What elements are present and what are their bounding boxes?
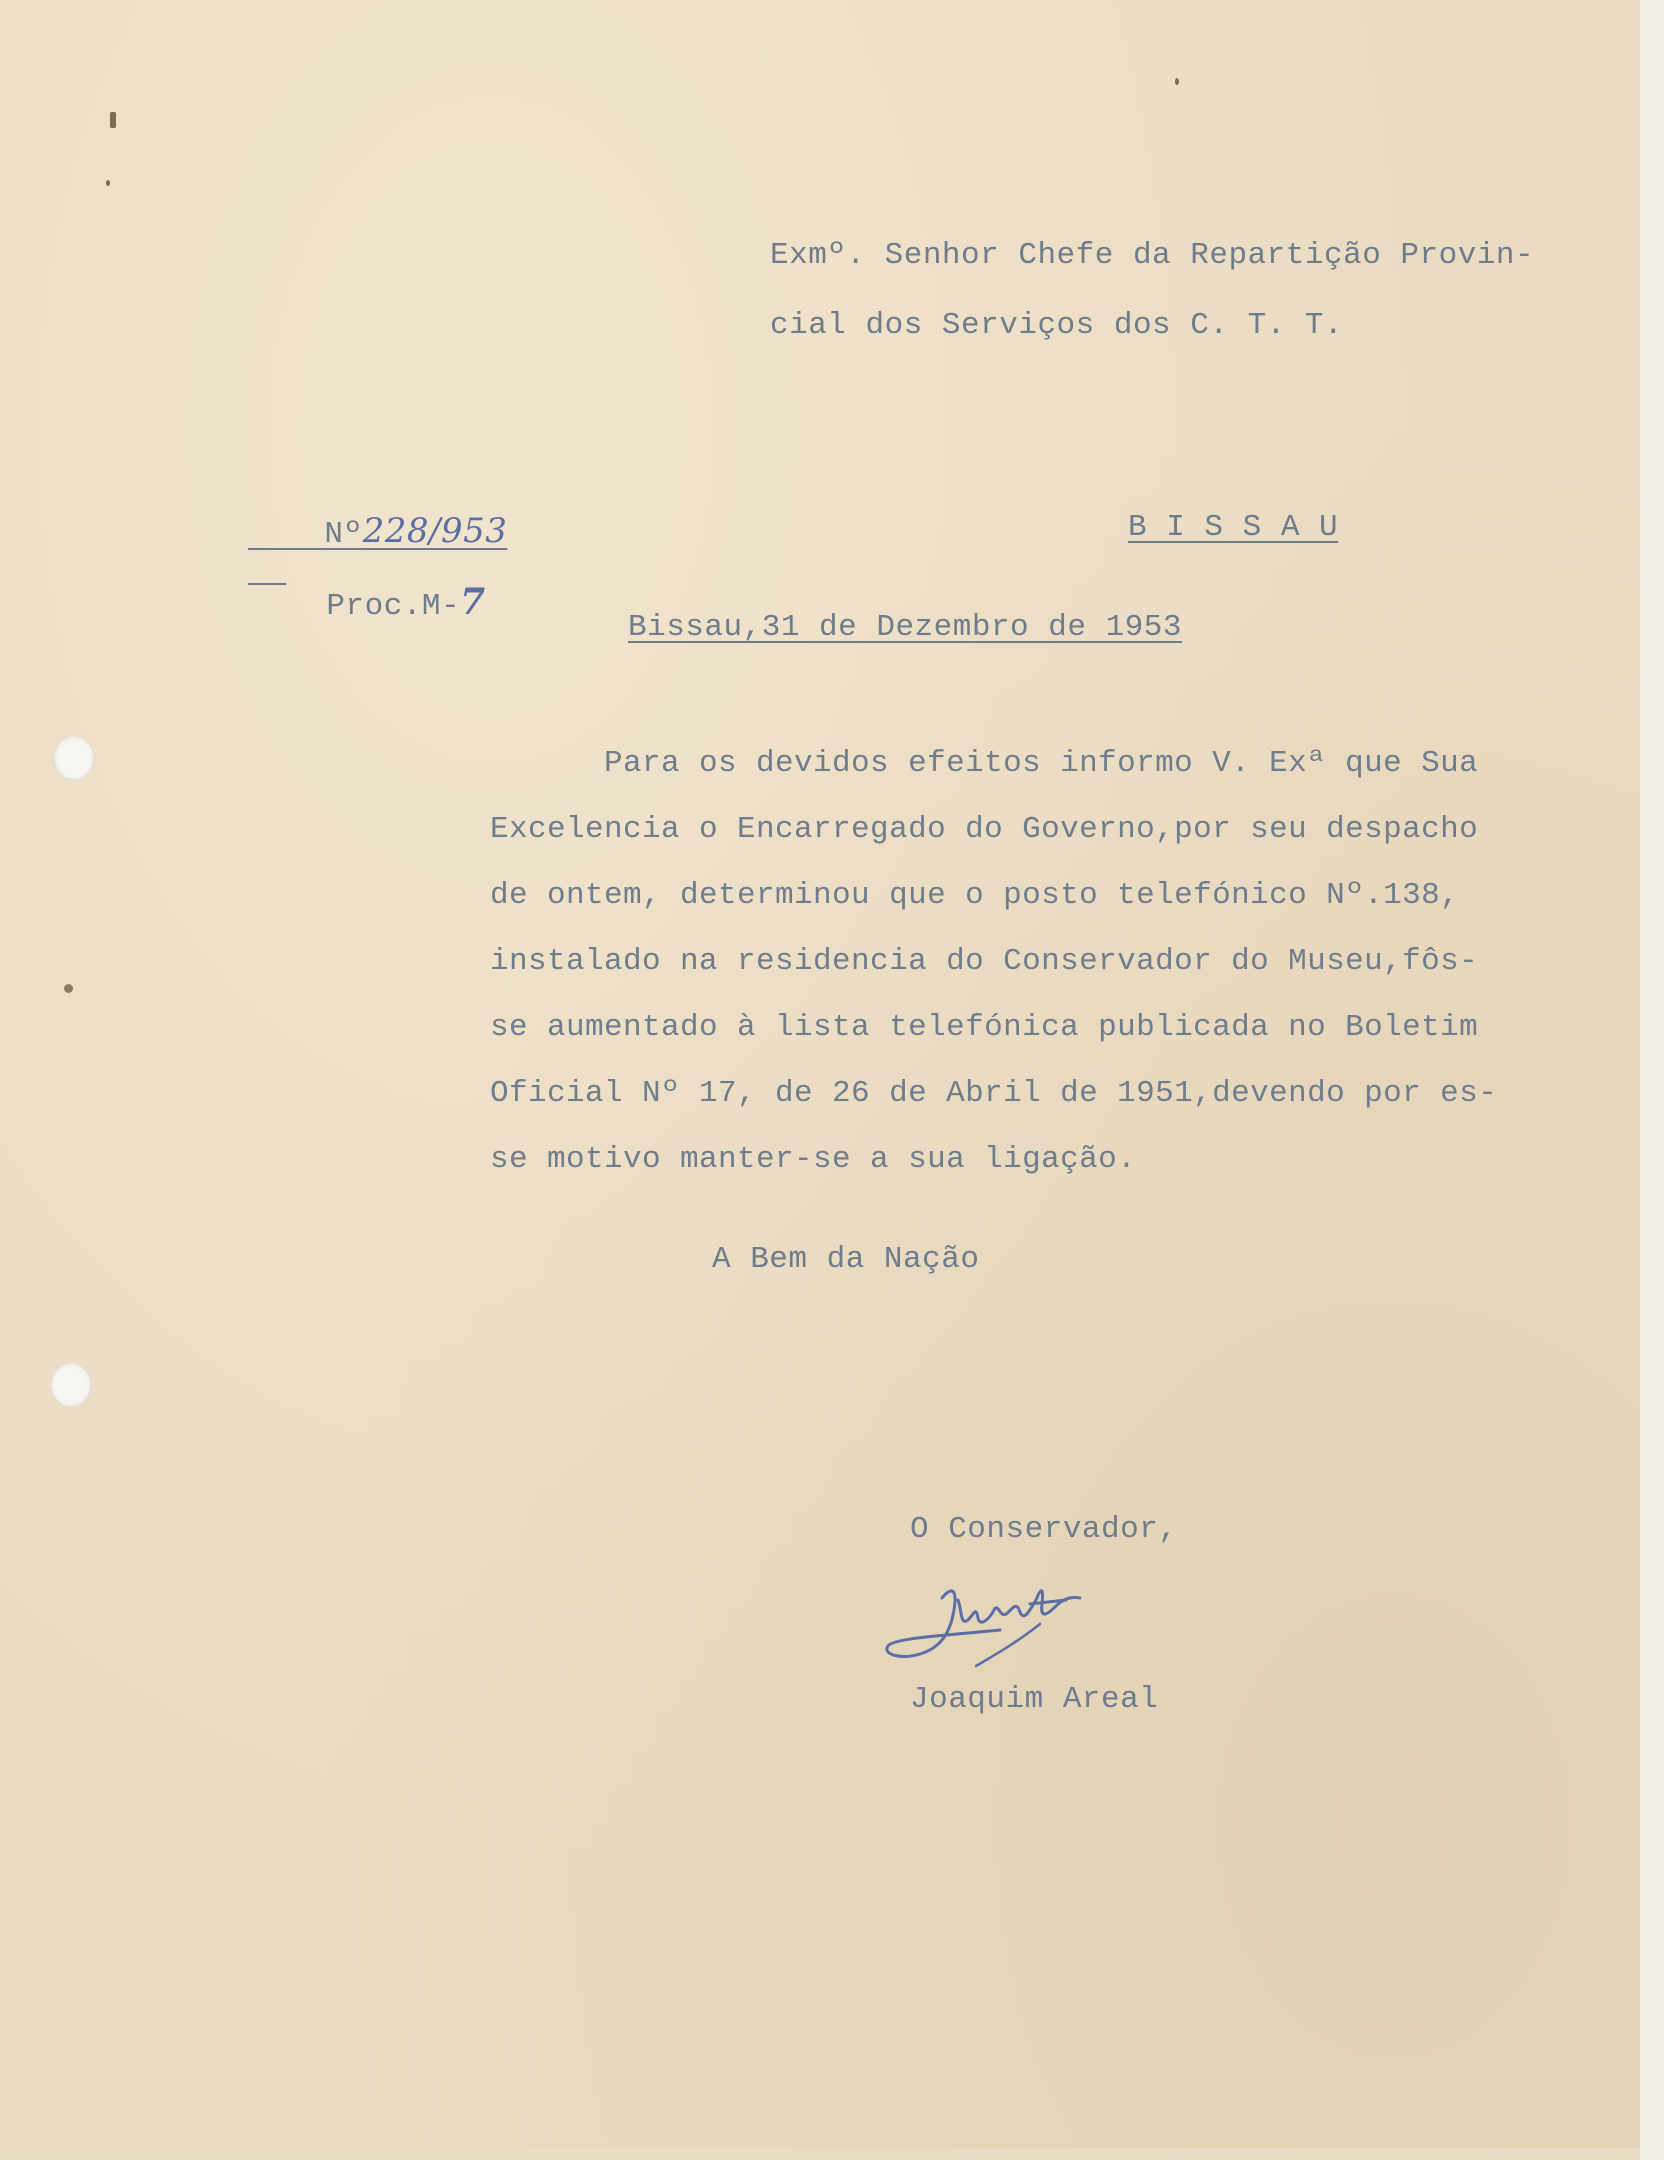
body-line: se motivo manter-se a sua ligação.	[490, 1142, 1137, 1177]
reference-number-value: 228/953	[362, 511, 508, 551]
paper-speck	[110, 112, 116, 128]
handwritten-signature	[880, 1570, 1180, 1690]
signatory-name: Joaquim Areal	[910, 1682, 1159, 1717]
body-line: se aumentado à lista telefónica publicada no Boletim	[490, 1010, 1479, 1045]
addressee-line-2: cial dos Serviços dos C. T. T.	[770, 308, 1344, 343]
body-line: de ontem, determinou que o posto telefónico Nº.138,	[490, 878, 1460, 913]
date-line: Bissau,31 de Dezembro de 1953	[628, 610, 1182, 645]
body-line: instalado na residencia do Conservador do Museu,fôs-	[490, 944, 1479, 979]
body-line: Excelencia o Encarregado do Governo,por seu despacho	[490, 812, 1479, 847]
body-line: Para os devidos efeitos informo V. Exª que Sua	[490, 746, 1479, 781]
punch-hole-bottom	[50, 1362, 92, 1408]
punch-hole-top	[53, 735, 95, 781]
process-number: 7	[460, 581, 486, 623]
page-edge	[1640, 0, 1664, 2160]
paper-speck	[1175, 78, 1179, 85]
addressee-line-1: Exmº. Senhor Chefe da Repartição Provin-	[770, 238, 1535, 273]
paper-speck	[64, 984, 73, 993]
process-reference	[250, 546, 486, 659]
signatory-title: O Conservador,	[910, 1512, 1178, 1547]
closing-salutation: A Bem da Nação	[712, 1242, 980, 1277]
reference-number-prefix: Nº	[324, 517, 363, 552]
process-prefix: Proc.M-	[326, 589, 461, 624]
paper-speck	[106, 180, 110, 186]
city-heading: B I S S A U	[1128, 510, 1339, 545]
body-line: Oficial Nº 17, de 26 de Abril de 1951,devendo por es-	[490, 1076, 1498, 1111]
